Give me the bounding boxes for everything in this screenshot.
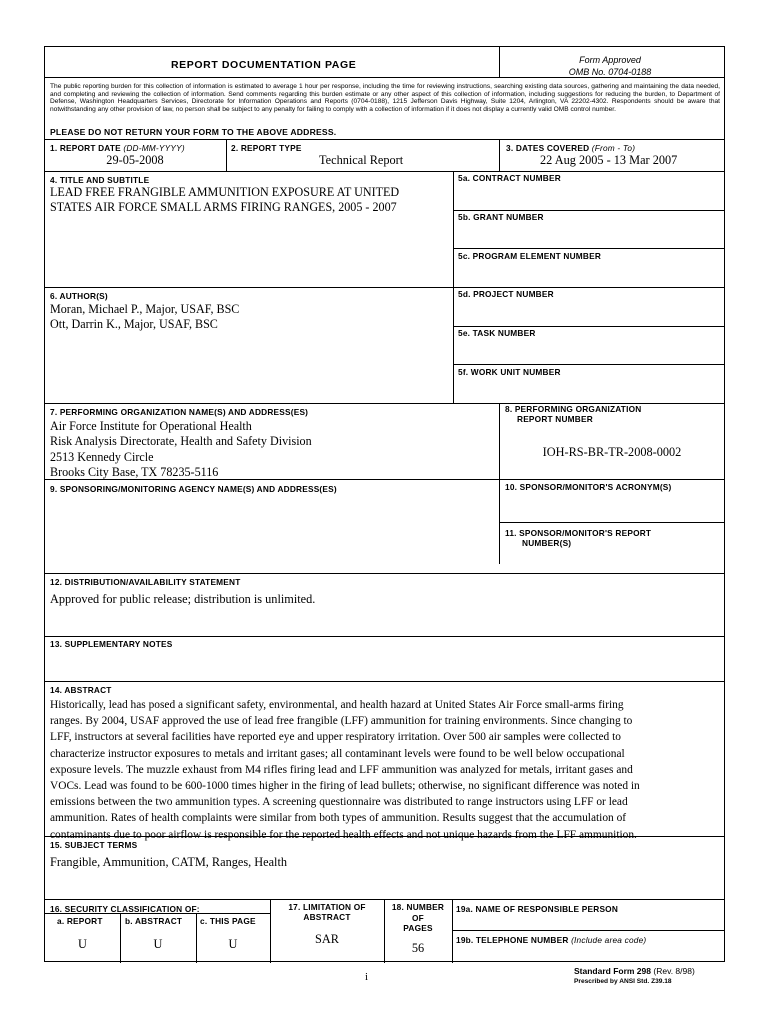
dates-covered-label: 3. DATES COVERED (From - To) bbox=[506, 143, 636, 153]
do-not-return-notice: PLEASE DO NOT RETURN YOUR FORM TO THE ABOVE ADDRESS. bbox=[50, 127, 337, 137]
distribution-label: 12. DISTRIBUTION/AVAILABILITY STATEMENT bbox=[50, 577, 241, 587]
pages-label: 18. NUMBER OF PAGES bbox=[391, 902, 445, 933]
omb-number: OMB No. 0704-0188 bbox=[568, 67, 652, 77]
pages-value[interactable]: 56 bbox=[411, 941, 425, 955]
report-date-label: 1. REPORT DATE (DD-MM-YYYY) bbox=[50, 143, 185, 153]
subject-terms-label: 15. SUBJECT TERMS bbox=[50, 840, 138, 850]
performing-report-value[interactable]: IOH-RS-BR-TR-2008-0002 bbox=[542, 445, 682, 459]
security-report-value[interactable]: U bbox=[78, 937, 87, 951]
divider bbox=[45, 287, 724, 288]
dates-covered-value[interactable]: 22 Aug 2005 - 13 Mar 2007 bbox=[540, 153, 678, 167]
subject-terms-value[interactable]: Frangible, Ammunition, CATM, Ranges, Health bbox=[50, 855, 288, 869]
divider bbox=[45, 77, 724, 78]
divider bbox=[452, 899, 453, 963]
telephone-label: 19b. TELEPHONE NUMBER (Include area code) bbox=[456, 935, 647, 945]
form-approved-text: Form Approved bbox=[579, 55, 641, 65]
security-page-label: c. THIS PAGE bbox=[200, 916, 256, 926]
report-date-value[interactable]: 29-05-2008 bbox=[106, 153, 164, 167]
divider bbox=[45, 573, 724, 574]
form-name: Standard Form 298 (Rev. 8/98) bbox=[574, 966, 695, 976]
limitation-label: 17. LIMITATION OF ABSTRACT bbox=[288, 902, 366, 922]
security-page-value[interactable]: U bbox=[228, 937, 238, 951]
divider bbox=[45, 913, 270, 914]
contract-number-label: 5a. CONTRACT NUMBER bbox=[458, 173, 561, 183]
program-element-label: 5c. PROGRAM ELEMENT NUMBER bbox=[458, 251, 602, 261]
performing-org-label: 7. PERFORMING ORGANIZATION NAME(S) AND ADDRESS(ES) bbox=[50, 407, 309, 417]
responsible-person-label: 19a. NAME OF RESPONSIBLE PERSON bbox=[456, 904, 619, 914]
authors-label: 6. AUTHOR(S) bbox=[50, 291, 108, 301]
security-report-label: a. REPORT bbox=[57, 916, 103, 926]
limitation-value[interactable]: SAR bbox=[315, 932, 339, 946]
authors-value[interactable]: Moran, Michael P., Major, USAF, BSC Ott, Darrin K., Major, USAF, BSC bbox=[50, 302, 240, 332]
abstract-value[interactable]: Historically, lead has posed a significant safety, environmental, and health hazard at United States Air Force small-arms firing ranges. By 2004, USAF approved the use of lead free frangible (LFF) ammunition for training environments. Since changing to LFF, instructors at several facilities have reported eye and upper respiratory irritation. Over 500 air samples were collected to characterize instructor exposures to metals and irritant gases; all contaminant levels were found to be well below occupational exposure levels. The muzzle exhaust from M4 rifles firing lead and LFF ammunition was analyzed for metals, irritant gases and VOCs. Lead was found to be 600-1000 times higher in the firing of lead bullets; otherwise, no significant difference was noted in emissions between the two ammunition types. A screening questionnaire was distributed to range instructors using LFF or lead ammunition. Rates of health complaints were similar from both types of ammunition. Results suggest that the accumulation of contaminants due to poor airflow is responsible for the reported health effects and not unique hazards from the LFF ammunition. bbox=[50, 699, 640, 841]
title-value[interactable]: LEAD FREE FRANGIBLE AMMUNITION EXPOSURE AT UNITED STATES AIR FORCE SMALL ARMS FIRING RANGES, 2005 - 2007 bbox=[50, 185, 400, 215]
divider bbox=[45, 681, 724, 682]
divider bbox=[499, 139, 500, 171]
sponsor-report-label: 11. SPONSOR/MONITOR'S REPORT NUMBER(S) bbox=[505, 528, 652, 548]
report-type-label: 2. REPORT TYPE bbox=[231, 143, 302, 153]
page-number: i bbox=[365, 971, 369, 983]
divider bbox=[499, 522, 724, 523]
supplementary-label: 13. SUPPLEMENTARY NOTES bbox=[50, 639, 173, 649]
title-label: 4. TITLE AND SUBTITLE bbox=[50, 175, 150, 185]
divider bbox=[45, 171, 724, 172]
performing-report-label: 8. PERFORMING ORGANIZATION REPORT NUMBER bbox=[505, 404, 642, 424]
divider bbox=[453, 248, 724, 249]
divider bbox=[453, 326, 724, 327]
divider bbox=[499, 47, 500, 77]
project-number-label: 5d. PROJECT NUMBER bbox=[458, 289, 554, 299]
security-abstract-label: b. ABSTRACT bbox=[125, 916, 183, 926]
burden-notice: The public reporting burden for this collection of information is estimated to average 1 hour per response, including the time for reviewing instructions, searching existing data sources, gathering and maintaining the data needed, and completing and reviewing the collection of information. Send comments regarding this burden estimate or any other aspect of this collection of information, including suggestions for reducing the burden, to Department of Defense, Washington Headquarters Services, Directorate for Information Operations and Reports (0704-0188), 1215 Jefferson Davis Highway, Suite 1204, Arlington, VA 22202-4302. Respondents should be aware that notwithstanding any other provision of law, no person shall be subject to any penalty for failing to comply with a collection of information if it does not display a currently valid OMB control number. bbox=[50, 83, 720, 113]
security-classification-label: 16. SECURITY CLASSIFICATION OF: bbox=[50, 904, 200, 914]
security-abstract-value[interactable]: U bbox=[153, 937, 163, 951]
divider bbox=[45, 636, 724, 637]
divider bbox=[452, 930, 724, 931]
divider bbox=[453, 364, 724, 365]
form-approved bbox=[505, 54, 715, 78]
divider bbox=[453, 210, 724, 211]
report-documentation-form bbox=[44, 46, 725, 962]
divider bbox=[45, 139, 724, 140]
grant-number-label: 5b. GRANT NUMBER bbox=[458, 212, 544, 222]
performing-org-value[interactable]: Air Force Institute for Operational Health Risk Analysis Directorate, Health and Safety Division 2513 Kennedy Circle Brooks City Base, TX 78235-5116 bbox=[50, 419, 312, 479]
page-title: REPORT DOCUMENTATION PAGE bbox=[171, 59, 357, 71]
divider bbox=[45, 479, 724, 480]
distribution-value[interactable]: Approved for public release; distribution is unlimited. bbox=[50, 592, 316, 606]
prescribed-by: Prescribed by ANSI Std. Z39.18 bbox=[574, 978, 672, 985]
work-unit-label: 5f. WORK UNIT NUMBER bbox=[458, 367, 561, 377]
sponsor-acronym-label: 10. SPONSOR/MONITOR'S ACRONYM(S) bbox=[505, 482, 672, 492]
divider bbox=[226, 139, 227, 171]
report-type-value[interactable]: Technical Report bbox=[319, 153, 404, 167]
divider bbox=[499, 403, 500, 564]
sponsoring-agency-label: 9. SPONSORING/MONITORING AGENCY NAME(S) AND ADDRESS(ES) bbox=[50, 484, 337, 494]
abstract-label: 14. ABSTRACT bbox=[50, 685, 112, 695]
divider bbox=[45, 836, 724, 837]
task-number-label: 5e. TASK NUMBER bbox=[458, 328, 536, 338]
